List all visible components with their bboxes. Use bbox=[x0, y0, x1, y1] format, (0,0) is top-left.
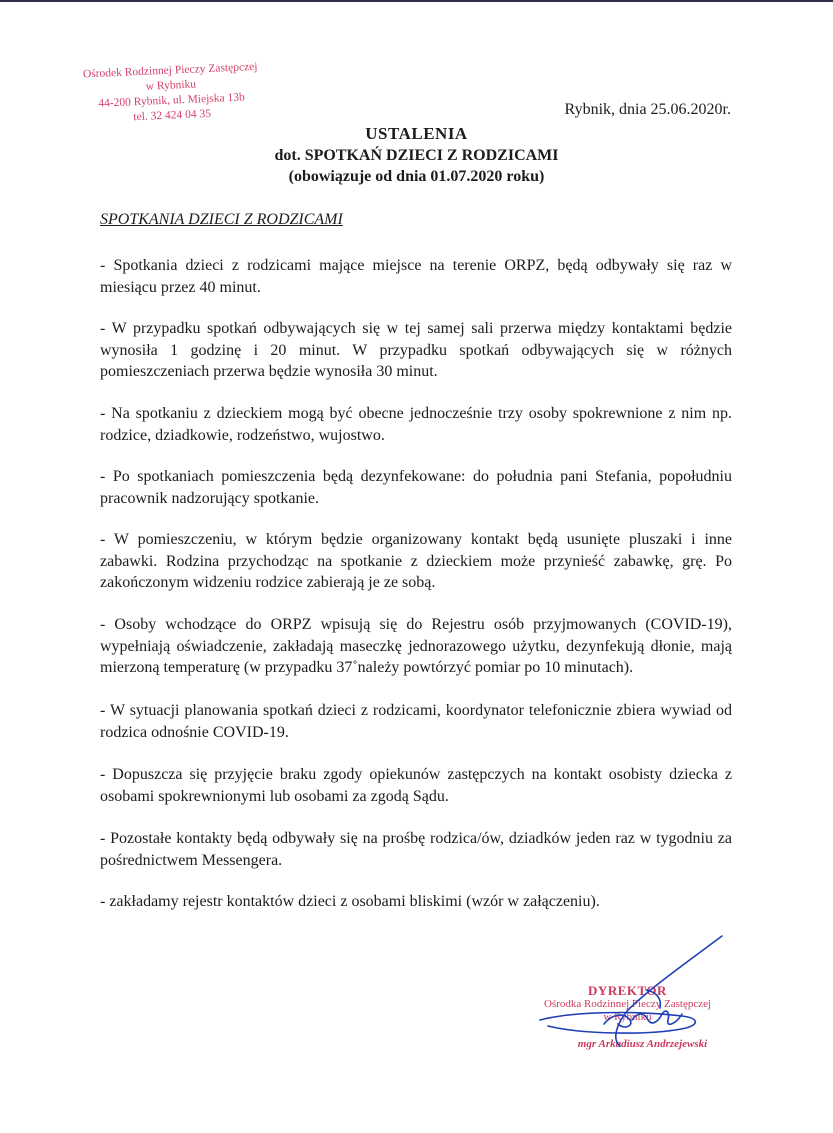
paragraph-toys: - W pomieszczeniu, w którym będzie organizowany kontakt będą usunięte pluszaki i inne zabawki. Rodzina przychodząc na spotkanie z dzieckiem może przynieść zabawkę, grę. Po zakończonym widzeniu rodzice zabierają je ze sobą. bbox=[100, 531, 732, 591]
stamp-line-name: Ośrodek Rodzinnej Pieczy Zastępczej bbox=[82, 60, 258, 81]
paragraph-covid-entry: - Osoby wchodzące do ORPZ wpisują się do Rejestru osób przyjmowanych (COVID-19), wypełniają oświadczenie, zakładają maseczkę jednorazowego użytku, dezynfekują dłonie, mają mierzoną temperaturę (w przypadku 37˚należy powtórzyć pomiar po 10 minutach). bbox=[100, 616, 732, 676]
title-subject: dot. SPOTKAŃ DZIECI Z RODZICAMI bbox=[274, 147, 559, 164]
paragraph-consent: - Dopuszcza się przyjęcie braku zgody opiekunów zastępczych na kontakt osobisty dziecka z osobami spokrewnionymi lub osobami za zgodą Sądu. bbox=[100, 766, 732, 805]
title-main: USTALENIA bbox=[365, 124, 468, 143]
stamp-line-city: w Rybniku bbox=[145, 78, 197, 93]
title-effective-date: (obowiązuje od dnia 01.07.2020 roku) bbox=[288, 168, 545, 185]
director-name: mgr Arkadiusz Andrzejewski bbox=[577, 1038, 708, 1050]
paragraph-disinfection: - Po spotkaniach pomieszczenia będą dezynfekowane: do południa pani Stefania, popołudniu pracownik nadzorujący spotkanie. bbox=[100, 468, 732, 507]
handwritten-signature bbox=[520, 928, 740, 1058]
paragraph-break-duration: - W przypadku spotkań odbywających się w tej samej sali przerwa między kontaktami będzie wynosiła 1 godzinę i 20 minut. W przypadku spotkań odbywających się w różnych pomieszczeniach przerwa będzie wynosiła 30 minut. bbox=[100, 320, 732, 380]
page-top-rule bbox=[0, 0, 833, 2]
paragraph-meeting-frequency: - Spotkania dzieci z rodzicami mające miejsce na terenie ORPZ, będą odbywały się raz w miesiącu przez 40 minut. bbox=[100, 257, 732, 296]
document-title bbox=[0, 123, 833, 187]
paragraph-covid-interview: - W sytuacji planowania spotkań dzieci z rodzicami, koordynator telefonicznie zbiera wywiad od rodzica odnośnie COVID-19. bbox=[100, 702, 732, 741]
director-city-line: w Rybniku bbox=[603, 1011, 652, 1023]
stamp-line-address: 44-200 Rybnik, ul. Miejska 13b bbox=[98, 91, 245, 110]
stamp-line-phone: tel. 32 424 04 35 bbox=[133, 107, 212, 124]
place-date: Rybnik, dnia 25.06.2020r. bbox=[564, 101, 731, 118]
section-heading: SPOTKANIA DZIECI Z RODZICAMI bbox=[100, 211, 343, 228]
paragraph-contact-register: - zakładamy rejestr kontaktów dzieci z osobami bliskimi (wzór w załączeniu). bbox=[100, 893, 600, 910]
paragraph-messenger-contacts: - Pozostałe kontakty będą odbywały się na prośbę rodzica/ów, dziadków jeden raz w tygodniu za pośrednictwem Messengera. bbox=[100, 830, 732, 869]
paragraph-attendees: - Na spotkaniu z dzieckiem mogą być obecne jednocześnie trzy osoby spokrewnione z nim np. rodzice, dziadkowie, rodzeństwo, wujostwo. bbox=[100, 405, 732, 444]
director-title: DYREKTOR bbox=[588, 983, 667, 998]
director-org-line: Ośrodka Rodzinnej Pieczy Zastępczej bbox=[543, 998, 712, 1010]
